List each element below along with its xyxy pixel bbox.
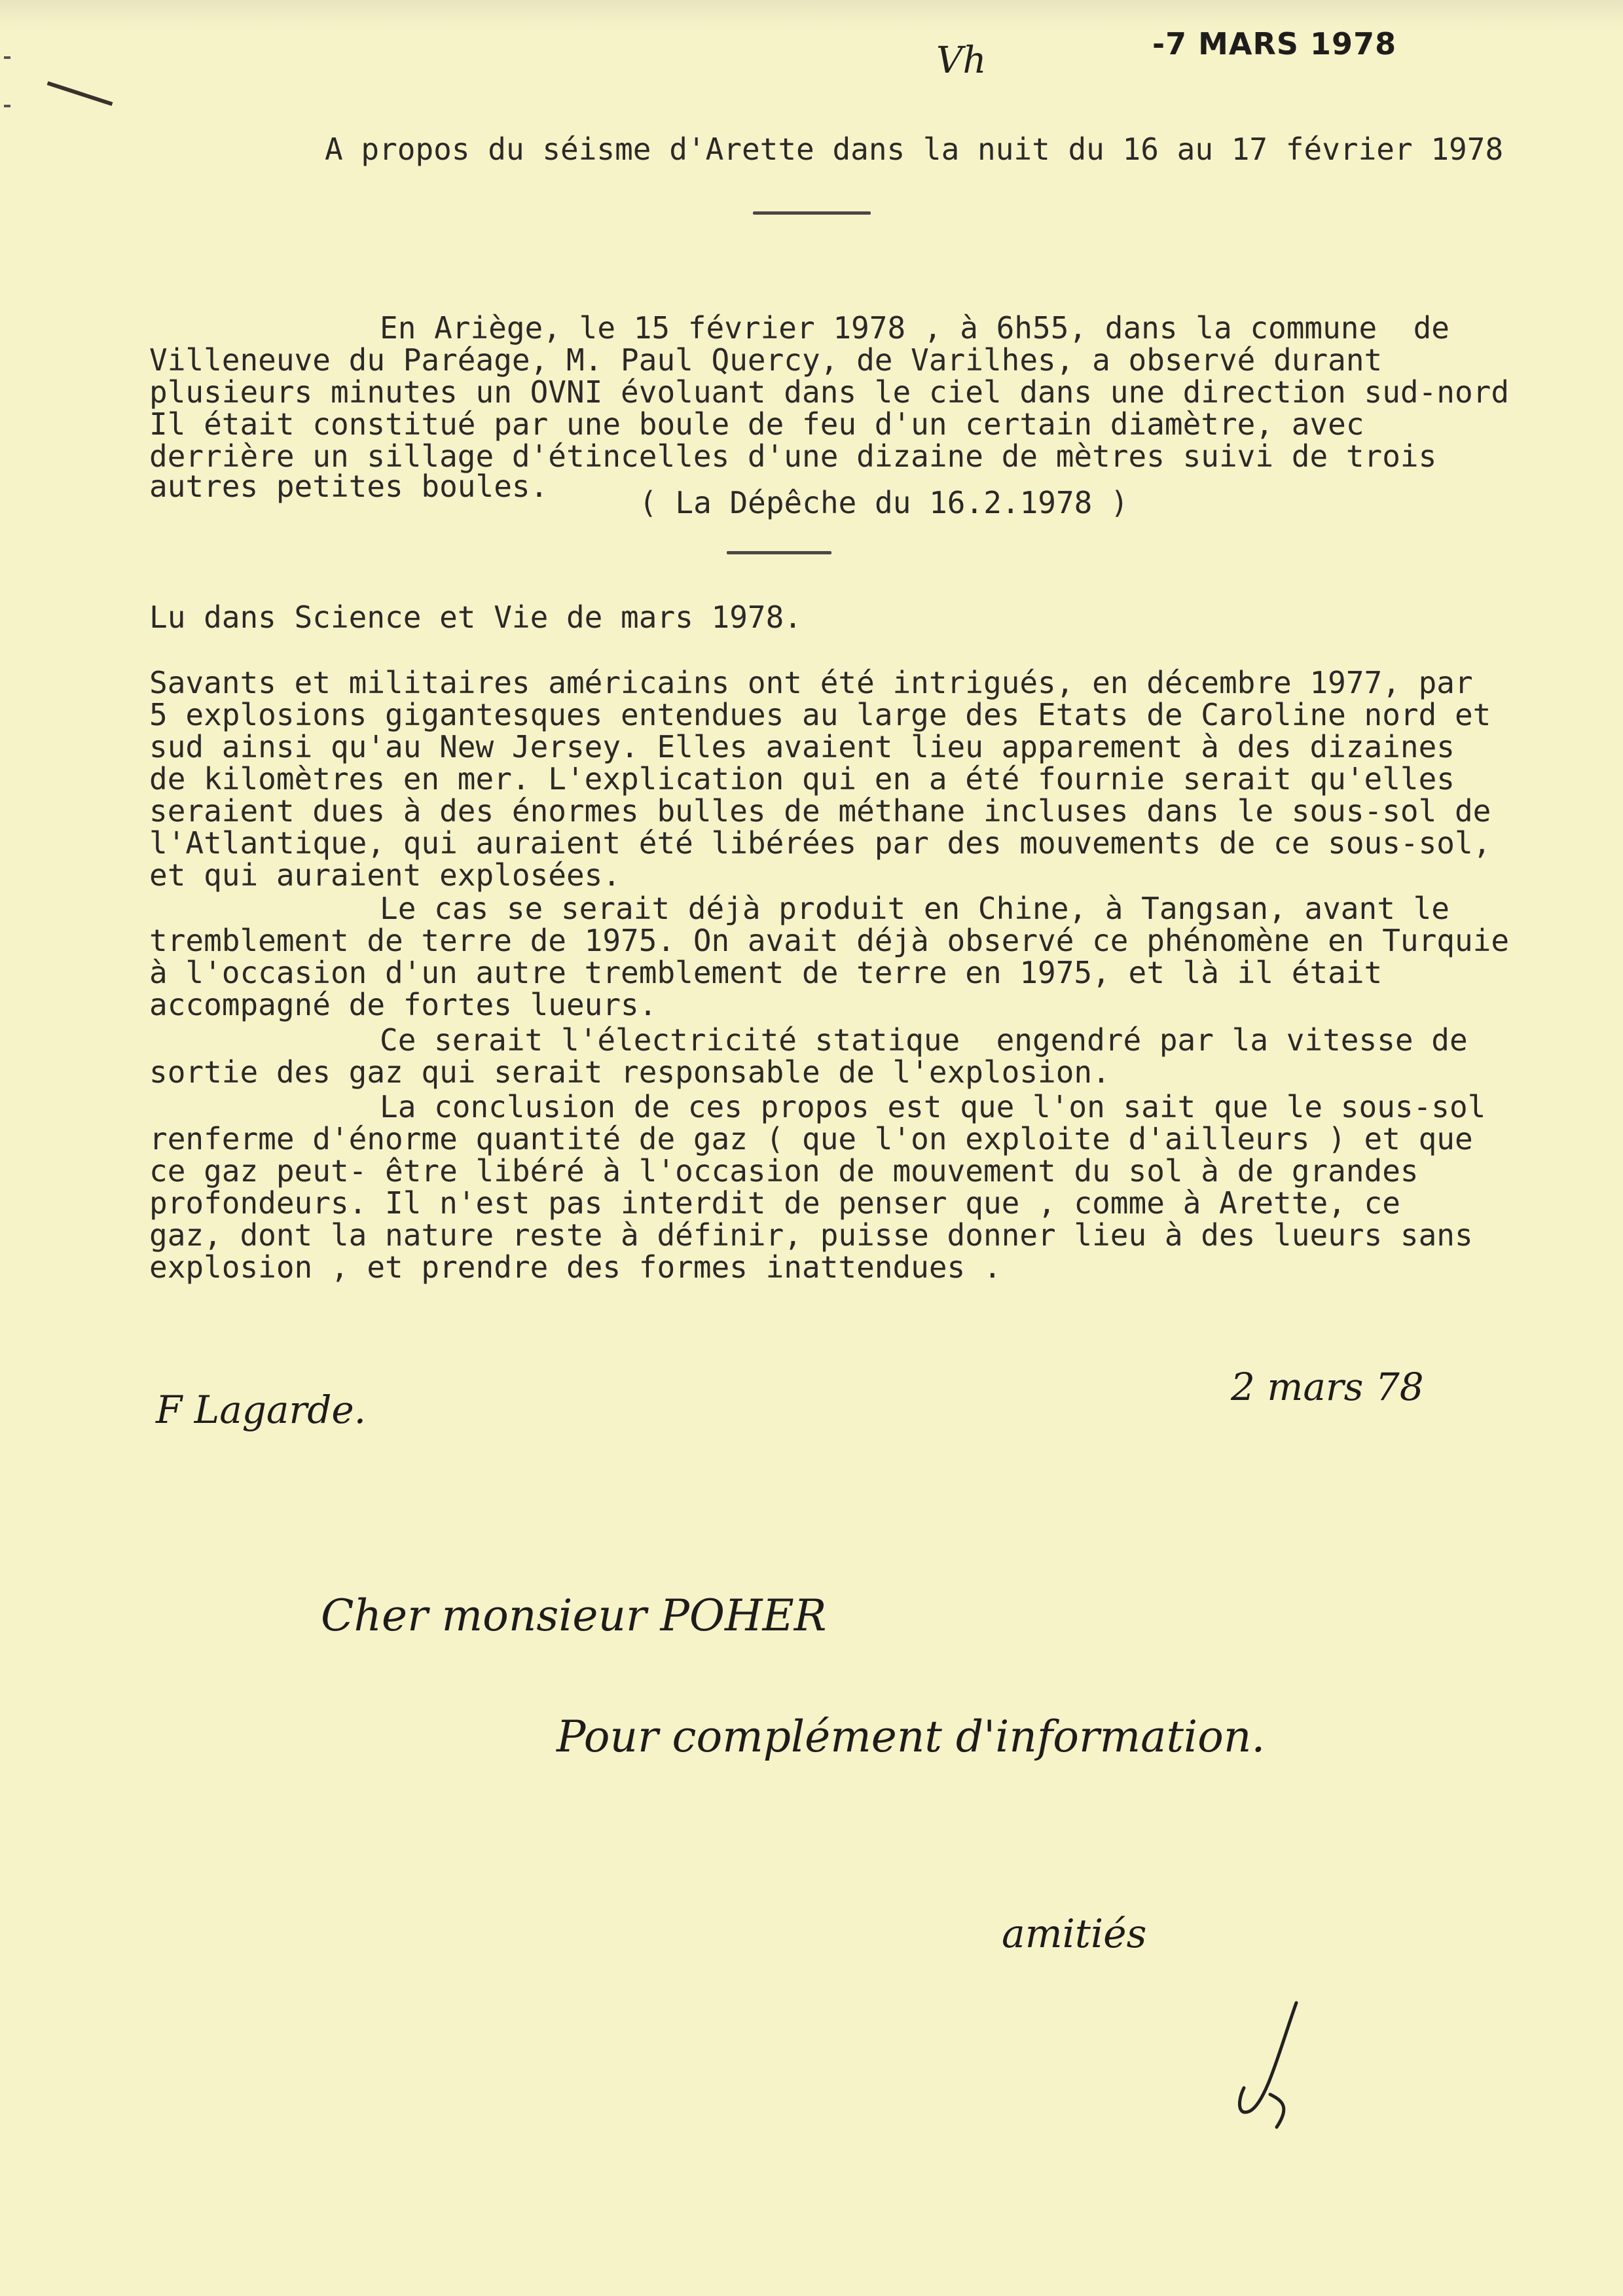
para2-line: et qui auraient explosées.	[149, 857, 621, 893]
para2-line: sud ainsi qu'au New Jersey. Elles avaient lieu apparement à des dizaines	[149, 729, 1455, 764]
para2-line: de kilomètres en mer. L'explication qui en a été fournie serait qu'elles	[149, 761, 1455, 797]
para1-line: Villeneuve du Paréage, M. Paul Quercy, de Varilhes, a observé durant	[149, 342, 1383, 378]
date-stamp: -7 MARS 1978	[1152, 26, 1397, 62]
para4-line: sortie des gaz qui serait responsable de l'explosion.	[149, 1054, 1110, 1090]
para1-line: derrière un sillage d'étincelles d'une dizaine de mètres suivi de trois	[149, 439, 1437, 474]
para1-line: Il était constitué par une boule de feu d'un certain diamètre, avec	[149, 406, 1364, 442]
handwritten-line: Pour complément d'information.	[556, 1712, 1266, 1762]
source-citation: ( La Dépêche du 16.2.1978 )	[639, 485, 1129, 520]
separator-dash	[727, 551, 831, 554]
para1-line: plusieurs minutes un OVNI évoluant dans le ciel dans une direction sud-nord	[149, 374, 1510, 410]
para1-line: autres petites boules.	[149, 469, 549, 504]
para5-line: gaz, dont la nature reste à définir, puisse donner lieu à des lueurs sans	[149, 1217, 1473, 1253]
separator-dash	[753, 211, 871, 215]
para3-line: accompagné de fortes lueurs.	[149, 987, 657, 1022]
para5-line: La conclusion de ces propos est que l'on sait que le sous-sol	[380, 1089, 1486, 1124]
para3-line: Le cas se serait déjà produit en Chine, à Tangsan, avant le	[380, 891, 1450, 926]
para5-line: explosion , et prendre des formes inattendues .	[149, 1249, 1002, 1285]
margin-tick	[4, 105, 10, 107]
para2-line: l'Atlantique, qui auraient été libérées par des mouvements de ce sous-sol,	[149, 825, 1491, 861]
para4-line: Ce serait l'électricité statique engendré par la vitesse de	[380, 1022, 1468, 1058]
handwritten-signature-left: F Lagarde.	[156, 1388, 367, 1432]
handwritten-salutation: Cher monsieur POHER	[321, 1590, 827, 1641]
para3-line: tremblement de terre de 1975. On avait déjà observé ce phénomène en Turquie	[149, 923, 1510, 958]
para5-line: ce gaz peut- être libéré à l'occasion de mouvement du sol à de grandes	[149, 1153, 1419, 1189]
handwritten-signature-flourish	[1218, 1990, 1322, 2134]
para5-line: renferme d'énorme quantité de gaz ( que l'on exploite d'ailleurs ) et que	[149, 1121, 1473, 1157]
margin-stroke	[47, 81, 113, 106]
intro-line: Lu dans Science et Vie de mars 1978.	[149, 600, 802, 635]
margin-tick	[4, 56, 10, 59]
heading: A propos du séisme d'Arette dans la nuit du 16 au 17 février 1978	[325, 132, 1504, 167]
para1-line: En Ariège, le 15 février 1978 , à 6h55, dans la commune de	[380, 310, 1450, 346]
para2-line: 5 explosions gigantesques entendues au large des Etats de Caroline nord et	[149, 697, 1491, 732]
para2-line: Savants et militaires américains ont été intrigués, en décembre 1977, par	[149, 665, 1473, 700]
para3-line: à l'occasion d'un autre tremblement de terre en 1975, et là il était	[149, 955, 1383, 990]
handwritten-date: 2 mars 78	[1231, 1365, 1424, 1409]
handwritten-closing: amitiés	[1002, 1911, 1147, 1957]
para2-line: seraient dues à des énormes bulles de méthane incluses dans le sous-sol de	[149, 793, 1491, 829]
handwritten-initials-top: Vh	[936, 39, 987, 82]
para5-line: profondeurs. Il n'est pas interdit de penser que , comme à Arette, ce	[149, 1185, 1400, 1221]
